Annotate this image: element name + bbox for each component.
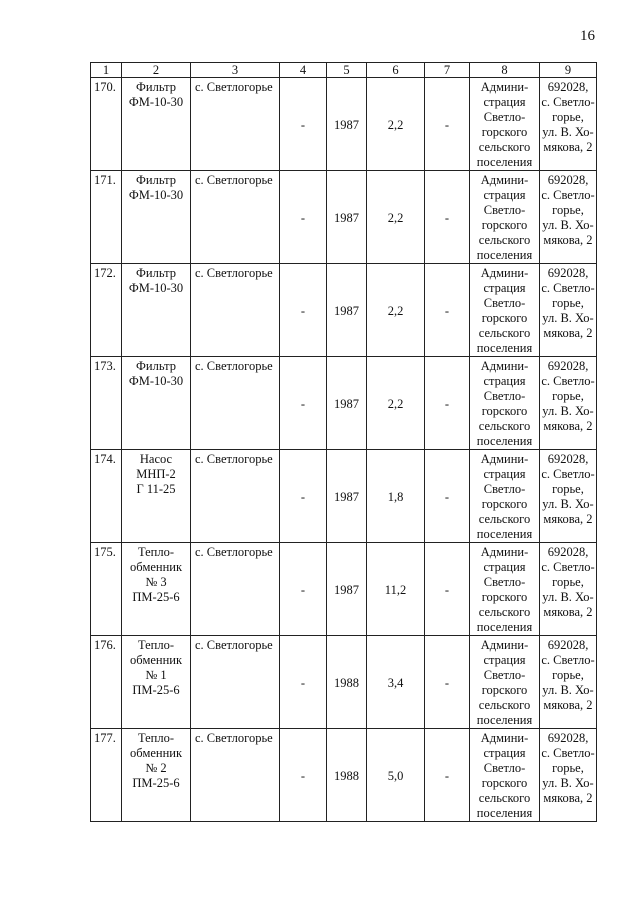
item-owner-line: сельского [478,419,531,433]
item-address-line: мякова, 2 [543,419,593,433]
item-owner-line: страция [483,95,526,109]
table-row [91,357,597,450]
column-7-value: - [425,636,470,729]
item-value: 3,4 [367,636,425,729]
item-address-line: ул. В. Хо- [542,497,594,511]
table-row [91,264,597,357]
item-name-line: обменник [129,653,183,667]
item-address [540,78,597,171]
column-4-value: - [280,450,327,543]
item-name-line: ФМ-10-30 [128,374,184,388]
item-owner-line: Светло- [483,389,526,403]
item-owner [470,264,540,357]
item-address-line: мякова, 2 [543,698,593,712]
column-header-3: 3 [191,63,280,78]
item-owner-line: сельского [478,791,531,805]
item-owner-line: сельского [478,233,531,247]
item-name-line: № 2 [145,761,167,775]
item-address-line: ул. В. Хо- [542,590,594,604]
item-name-line: обменник [129,746,183,760]
item-owner [470,636,540,729]
column-7-value: - [425,543,470,636]
item-address-line: ул. В. Хо- [542,683,594,697]
item-location: с. Светлогорье [191,543,280,636]
item-address [540,543,597,636]
item-value: 2,2 [367,171,425,264]
item-address [540,636,597,729]
item-name-line: № 3 [145,575,167,589]
item-name-line: ПМ-25-6 [132,776,180,790]
item-name [122,171,191,264]
column-header-2: 2 [122,63,191,78]
item-owner [470,171,540,264]
item-owner-line: Светло- [483,575,526,589]
item-owner-line: страция [483,467,526,481]
item-owner-line: горского [481,311,528,325]
column-header-7: 7 [425,63,470,78]
item-owner-line: поселения [476,620,533,634]
column-4-value: - [280,171,327,264]
item-name [122,636,191,729]
item-address-line: горье, [552,668,584,682]
item-name-line: ФМ-10-30 [128,281,184,295]
item-name-line: Фильтр [136,80,176,94]
item-owner-line: горского [481,683,528,697]
header-row [91,63,597,78]
item-owner-line: поселения [476,341,533,355]
column-header-5: 5 [327,63,367,78]
item-owner-line: сельского [478,605,531,619]
item-address [540,264,597,357]
item-address-line: ул. В. Хо- [542,311,594,325]
item-owner-line: горского [481,404,528,418]
item-name-line: № 1 [145,668,167,682]
item-owner-line: Светло- [483,482,526,496]
item-owner [470,78,540,171]
table-body [91,78,597,822]
item-owner-line: страция [483,653,526,667]
item-address-line: с. Светло- [541,746,595,760]
item-owner-line: горского [481,125,528,139]
item-owner [470,729,540,822]
item-owner-line: Админи- [480,638,529,652]
item-value: 1,8 [367,450,425,543]
item-owner-line: Светло- [483,668,526,682]
item-name-line: Тепло- [137,731,175,745]
item-location: с. Светлогорье [191,357,280,450]
item-year: 1987 [327,171,367,264]
item-name [122,78,191,171]
item-address-line: ул. В. Хо- [542,776,594,790]
item-name [122,357,191,450]
item-name [122,729,191,822]
item-owner [470,450,540,543]
page-number: 16 [580,28,595,44]
row-number: 174. [91,450,122,543]
item-name-line: Фильтр [136,266,176,280]
item-year: 1988 [327,636,367,729]
item-address-line: горье, [552,296,584,310]
item-owner [470,357,540,450]
item-address-line: 692028, [547,452,589,466]
item-address-line: ул. В. Хо- [542,125,594,139]
item-address-line: горье, [552,761,584,775]
item-address [540,729,597,822]
item-address-line: мякова, 2 [543,791,593,805]
item-address [540,357,597,450]
item-owner-line: поселения [476,155,533,169]
column-header-1: 1 [91,63,122,78]
row-number: 175. [91,543,122,636]
item-location: с. Светлогорье [191,636,280,729]
item-owner-line: поселения [476,527,533,541]
row-number: 176. [91,636,122,729]
item-address-line: горье, [552,575,584,589]
item-owner-line: сельского [478,698,531,712]
column-4-value: - [280,78,327,171]
item-name [122,543,191,636]
item-owner [470,543,540,636]
item-owner-line: страция [483,281,526,295]
table-row [91,450,597,543]
table-row [91,636,597,729]
column-4-value: - [280,636,327,729]
item-address-line: мякова, 2 [543,605,593,619]
item-owner-line: страция [483,188,526,202]
item-name-line: Тепло- [137,545,175,559]
item-owner-line: Админи- [480,359,529,373]
item-year: 1987 [327,78,367,171]
item-address-line: с. Светло- [541,95,595,109]
item-owner-line: поселения [476,434,533,448]
item-value: 2,2 [367,78,425,171]
item-address-line: мякова, 2 [543,233,593,247]
column-7-value: - [425,357,470,450]
table-row [91,78,597,171]
item-year: 1987 [327,264,367,357]
item-name-line: Насос [139,452,173,466]
item-address-line: 692028, [547,359,589,373]
item-name [122,450,191,543]
row-number: 177. [91,729,122,822]
item-year: 1987 [327,543,367,636]
item-address-line: ул. В. Хо- [542,218,594,232]
row-number: 172. [91,264,122,357]
item-owner-line: поселения [476,713,533,727]
item-name-line: МНП-2 [136,467,176,481]
item-address-line: с. Светло- [541,281,595,295]
item-address-line: с. Светло- [541,188,595,202]
item-address-line: 692028, [547,545,589,559]
item-owner-line: горского [481,218,528,232]
item-owner-line: сельского [478,140,531,154]
item-owner-line: Админи- [480,266,529,280]
column-7-value: - [425,729,470,822]
item-year: 1987 [327,450,367,543]
item-owner-line: Светло- [483,296,526,310]
item-address-line: горье, [552,110,584,124]
item-address-line: мякова, 2 [543,512,593,526]
item-location: с. Светлогорье [191,171,280,264]
item-address-line: 692028, [547,731,589,745]
item-location: с. Светлогорье [191,78,280,171]
item-year: 1988 [327,729,367,822]
item-location: с. Светлогорье [191,729,280,822]
item-location: с. Светлогорье [191,264,280,357]
item-address-line: горье, [552,482,584,496]
item-address-line: ул. В. Хо- [542,404,594,418]
item-name-line: Фильтр [136,173,176,187]
item-value: 5,0 [367,729,425,822]
property-registry-table [90,62,597,822]
item-name-line: Г 11-25 [136,482,176,496]
column-header-9: 9 [540,63,597,78]
item-value: 11,2 [367,543,425,636]
item-address-line: мякова, 2 [543,140,593,154]
item-owner-line: сельского [478,512,531,526]
item-owner-line: Админи- [480,452,529,466]
item-owner-line: поселения [476,806,533,820]
column-7-value: - [425,450,470,543]
item-year: 1987 [327,357,367,450]
item-address-line: 692028, [547,80,589,94]
item-address-line: с. Светло- [541,560,595,574]
column-7-value: - [425,78,470,171]
item-owner-line: Админи- [480,173,529,187]
item-location: с. Светлогорье [191,450,280,543]
item-address-line: горье, [552,203,584,217]
item-owner-line: Светло- [483,110,526,124]
column-header-8: 8 [470,63,540,78]
item-value: 2,2 [367,357,425,450]
column-4-value: - [280,729,327,822]
item-owner-line: поселения [476,248,533,262]
column-header-4: 4 [280,63,327,78]
column-7-value: - [425,171,470,264]
column-4-value: - [280,264,327,357]
item-address-line: горье, [552,389,584,403]
item-owner-line: Светло- [483,761,526,775]
item-owner-line: Админи- [480,545,529,559]
item-owner-line: горского [481,776,528,790]
item-owner-line: горского [481,590,528,604]
item-address [540,450,597,543]
item-address-line: 692028, [547,173,589,187]
item-address-line: 692028, [547,638,589,652]
item-owner-line: сельского [478,326,531,340]
column-4-value: - [280,357,327,450]
item-address-line: с. Светло- [541,653,595,667]
table-row [91,543,597,636]
row-number: 170. [91,78,122,171]
item-name-line: обменник [129,560,183,574]
column-7-value: - [425,264,470,357]
item-name-line: ПМ-25-6 [132,683,180,697]
item-name-line: ПМ-25-6 [132,590,180,604]
item-address-line: 692028, [547,266,589,280]
item-name-line: ФМ-10-30 [128,188,184,202]
item-name-line: Тепло- [137,638,175,652]
table-row [91,729,597,822]
item-owner-line: Светло- [483,203,526,217]
item-value: 2,2 [367,264,425,357]
item-owner-line: Админи- [480,80,529,94]
item-name-line: Фильтр [136,359,176,373]
item-owner-line: страция [483,746,526,760]
item-owner-line: страция [483,560,526,574]
item-owner-line: Админи- [480,731,529,745]
column-4-value: - [280,543,327,636]
item-address [540,171,597,264]
item-address-line: мякова, 2 [543,326,593,340]
row-number: 173. [91,357,122,450]
column-header-6: 6 [367,63,425,78]
item-name-line: ФМ-10-30 [128,95,184,109]
row-number: 171. [91,171,122,264]
item-address-line: с. Светло- [541,374,595,388]
item-owner-line: горского [481,497,528,511]
table-row [91,171,597,264]
item-name [122,264,191,357]
item-address-line: с. Светло- [541,467,595,481]
item-owner-line: страция [483,374,526,388]
